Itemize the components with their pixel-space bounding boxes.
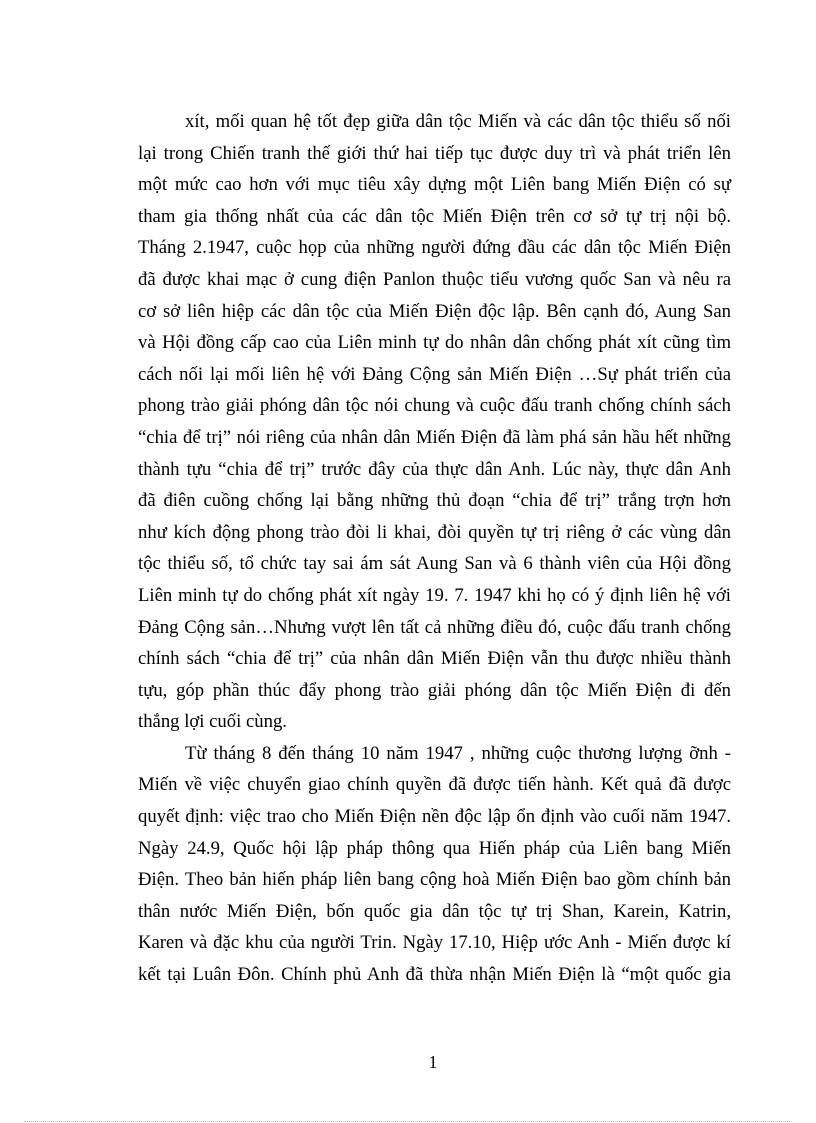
text-line: như kích động phong trào đòi li khai, đòi quyền tự trị riêng ở các vùng dân xyxy=(138,521,731,543)
page-number: 1 xyxy=(428,1052,438,1072)
text-line: Karen và đặc khu của người Trin. Ngày 17.10, Hiệp ước Anh - Miến được kí xyxy=(138,932,731,954)
text-line: Ngày 24.9, Quốc hội lập pháp thông qua Hiến pháp của Liên bang Miến xyxy=(138,837,731,859)
paragraph-1 xyxy=(138,106,731,738)
text-line: cách nối lại mối liên hệ với Đảng Cộng sản Miến Điện …Sự phát triển của xyxy=(138,363,731,385)
text-line: Điện. Theo bản hiến pháp liên bang cộng hoà Miến Điện bao gồm chính bản xyxy=(138,869,731,891)
text-line: và Hội đồng cấp cao của Liên minh tự do nhân dân chống phát xít cũng tìm xyxy=(138,332,731,354)
text-line: Đảng Cộng sản…Nhưng vượt lên tất cả những điều đó, cuộc đấu tranh chống xyxy=(138,616,731,638)
text-line: thân nước Miến Điện, bốn quốc gia dân tộc tự trị Shan, Karein, Katrin, xyxy=(138,900,731,922)
text-line: “chia để trị” nói riêng của nhân dân Miến Điện đã làm phá sản hầu hết những xyxy=(138,426,731,448)
paragraph-2 xyxy=(138,738,731,991)
text-line: lại trong Chiến tranh thế giới thứ hai tiếp tục được duy trì và phát triển lên xyxy=(138,142,731,164)
text-line: Từ tháng 8 đến tháng 10 năm 1947 , những cuộc thương lượng ỡnh - xyxy=(185,742,731,764)
text-line: tham gia thống nhất của các dân tộc Miến Điện trên cơ sở tự trị nội bộ. xyxy=(138,205,731,227)
text-line: Liên minh tự do chống phát xít ngày 19. 7. 1947 khi họ có ý định liên hệ với xyxy=(138,584,731,606)
text-line: thắng lợi cuối cùng. xyxy=(138,711,287,733)
text-line: kết tại Luân Đôn. Chính phủ Anh đã thừa nhận Miến Điện là “một quốc gia xyxy=(138,964,731,986)
text-line: tựu, góp phần thúc đẩy phong trào giải phóng dân tộc Miến Điện đi đến xyxy=(138,679,731,701)
text-line: chính sách “chia để trị” của nhân dân Miến Điện vẫn thu được nhiều thành xyxy=(138,648,731,670)
text-line: đã điên cuồng chống lại bằng những thủ đoạn “chia để trị” trắng trợn hơn xyxy=(138,490,731,512)
text-line: Tháng 2.1947, cuộc họp của những người đứng đầu các dân tộc Miến Điện xyxy=(138,237,731,259)
body-text xyxy=(138,106,731,991)
text-line: cơ sở liên hiệp các dân tộc của Miến Điện độc lập. Bên cạnh đó, Aung San xyxy=(138,300,731,322)
text-line: quyết định: việc trao cho Miến Điện nền độc lập ổn định vào cuối năm 1947. xyxy=(138,806,731,828)
text-line: một mức cao hơn với mục tiêu xây dựng một Liên bang Miến Điện có sự xyxy=(138,174,731,196)
text-line: Miến về việc chuyển giao chính quyền đã được tiến hành. Kết quả đã được xyxy=(138,774,731,796)
text-line: tộc thiểu số, tổ chức tay sai ám sát Aung San và 6 thành viên của Hội đồng xyxy=(138,553,731,575)
text-line: thành tựu “chia để trị” trước đây của thực dân Anh. Lúc này, thực dân Anh xyxy=(138,458,731,480)
text-line: phong trào giải phóng dân tộc nói chung và cuộc đấu tranh chống chính sách xyxy=(138,395,731,417)
text-line: đã được khai mạc ở cung điện Panlon thuộc tiểu vương quốc San và nêu ra xyxy=(138,268,731,290)
text-line: xít, mối quan hệ tốt đẹp giữa dân tộc Miến và các dân tộc thiểu số nối xyxy=(185,111,731,132)
footer-divider xyxy=(24,1121,792,1122)
